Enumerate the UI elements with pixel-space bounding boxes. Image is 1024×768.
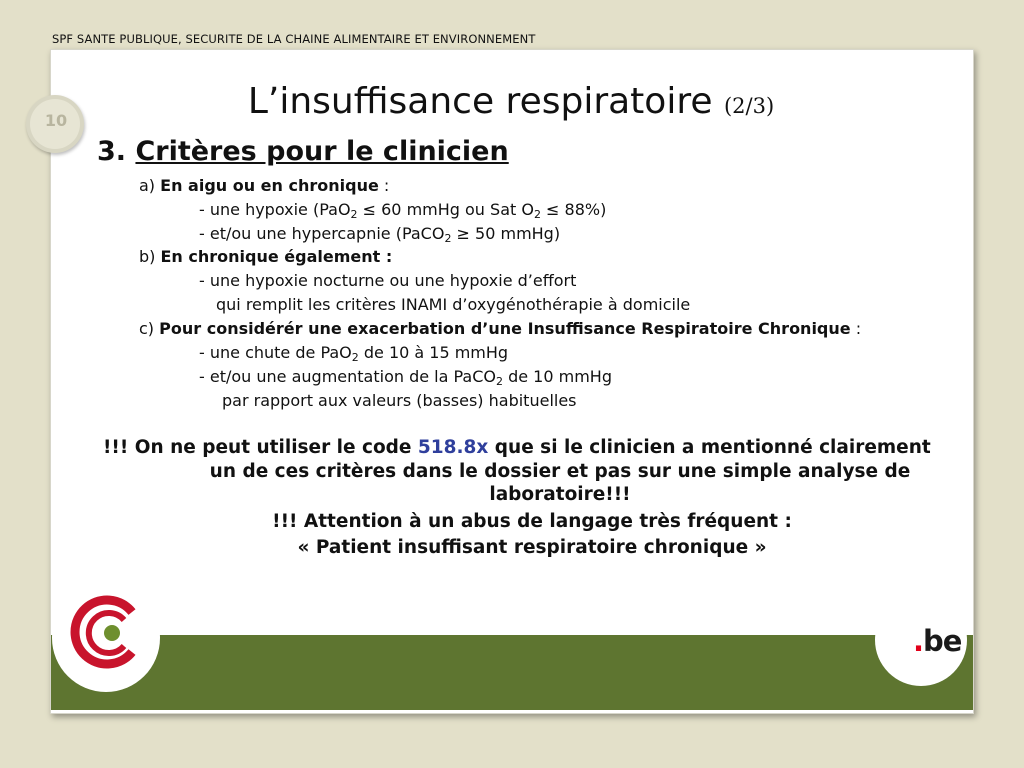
note1-post: que si le clinicien a mentionné clairement: [488, 437, 931, 458]
criterion-c-item-1: [199, 343, 508, 362]
page-number: 10: [44, 111, 68, 130]
section-heading: [97, 136, 509, 167]
section-number: 3.: [97, 136, 127, 167]
c1-post: de 10 à 15 mmHg: [358, 343, 509, 362]
criterion-b-item-2: qui remplit les critères INAMI d’oxygénothérapie à domicile: [216, 295, 691, 314]
title-main: L’insuffisance respiratoire: [247, 81, 713, 122]
note-code-line-1: [103, 437, 931, 458]
criterion-c: [139, 319, 861, 338]
criterion-a: [139, 176, 389, 195]
diagnosis-code: 518.8x: [417, 437, 489, 458]
criterion-c-label: Pour considérér une exacerbation d’une Insuffisance Respiratoire Chronique: [159, 319, 851, 338]
a1-sub2: 2: [533, 208, 541, 221]
criterion-a-label: En aigu ou en chronique: [160, 176, 379, 195]
a1-mid: ≤ 60 mmHg ou Sat O: [357, 200, 534, 219]
note-code-line-3: laboratoire!!!: [489, 484, 631, 505]
a2-post: ≥ 50 mmHg): [451, 224, 561, 243]
be-logo: [913, 624, 961, 658]
a1-sub1: 2: [350, 208, 358, 221]
criterion-a-prefix: a): [139, 176, 156, 195]
criterion-b-item-1: - une hypoxie nocturne ou une hypoxie d’effort: [199, 271, 577, 290]
section-title: Critères pour le clinicien: [135, 136, 509, 167]
criterion-c-prefix: c): [139, 319, 155, 338]
title-sub: (2/3): [723, 94, 775, 118]
a2-text: - et/ou une hypercapnie (PaCO: [199, 224, 445, 243]
slide-title: [50, 81, 972, 122]
note-quote: « Patient insuffisant respiratoire chronique »: [297, 537, 767, 558]
criterion-c-colon: :: [850, 319, 862, 338]
c1-sub: 2: [351, 351, 359, 364]
criterion-a-item-2: [199, 224, 560, 243]
criterion-c-item-2: [199, 367, 612, 386]
be-logo-text: be: [923, 624, 962, 658]
note-warning: !!! Attention à un abus de langage très fréquent :: [272, 511, 792, 532]
a1-post: ≤ 88%): [540, 200, 607, 219]
criterion-a-colon: :: [378, 176, 390, 195]
c1-text: - une chute de PaO: [199, 343, 352, 362]
note1-pre: !!! On ne peut utiliser le code: [103, 437, 418, 458]
criterion-b-prefix: b): [139, 247, 156, 266]
c2-text: - et/ou une augmentation de la PaCO: [199, 367, 496, 386]
note-code-line-2: un de ces critères dans le dossier et pas sur une simple analyse de: [209, 461, 911, 482]
criterion-b-label: En chronique également :: [160, 247, 393, 266]
c2-post: de 10 mmHg: [503, 367, 612, 386]
green-band: [51, 635, 973, 710]
c2-sub: 2: [496, 375, 503, 388]
header-org: SPF SANTE PUBLIQUE, SECURITE DE LA CHAINE ALIMENTAIRE ET ENVIRONNEMENT: [52, 32, 536, 46]
a1-text: - une hypoxie (PaO: [199, 200, 351, 219]
criterion-c-item-3: par rapport aux valeurs (basses) habituelles: [222, 391, 577, 410]
spf-logo-icon: [62, 590, 146, 674]
be-logo-dot: .: [913, 624, 924, 658]
criterion-a-item-1: [199, 200, 606, 219]
a2-sub: 2: [444, 232, 452, 245]
criterion-b: [139, 247, 392, 266]
